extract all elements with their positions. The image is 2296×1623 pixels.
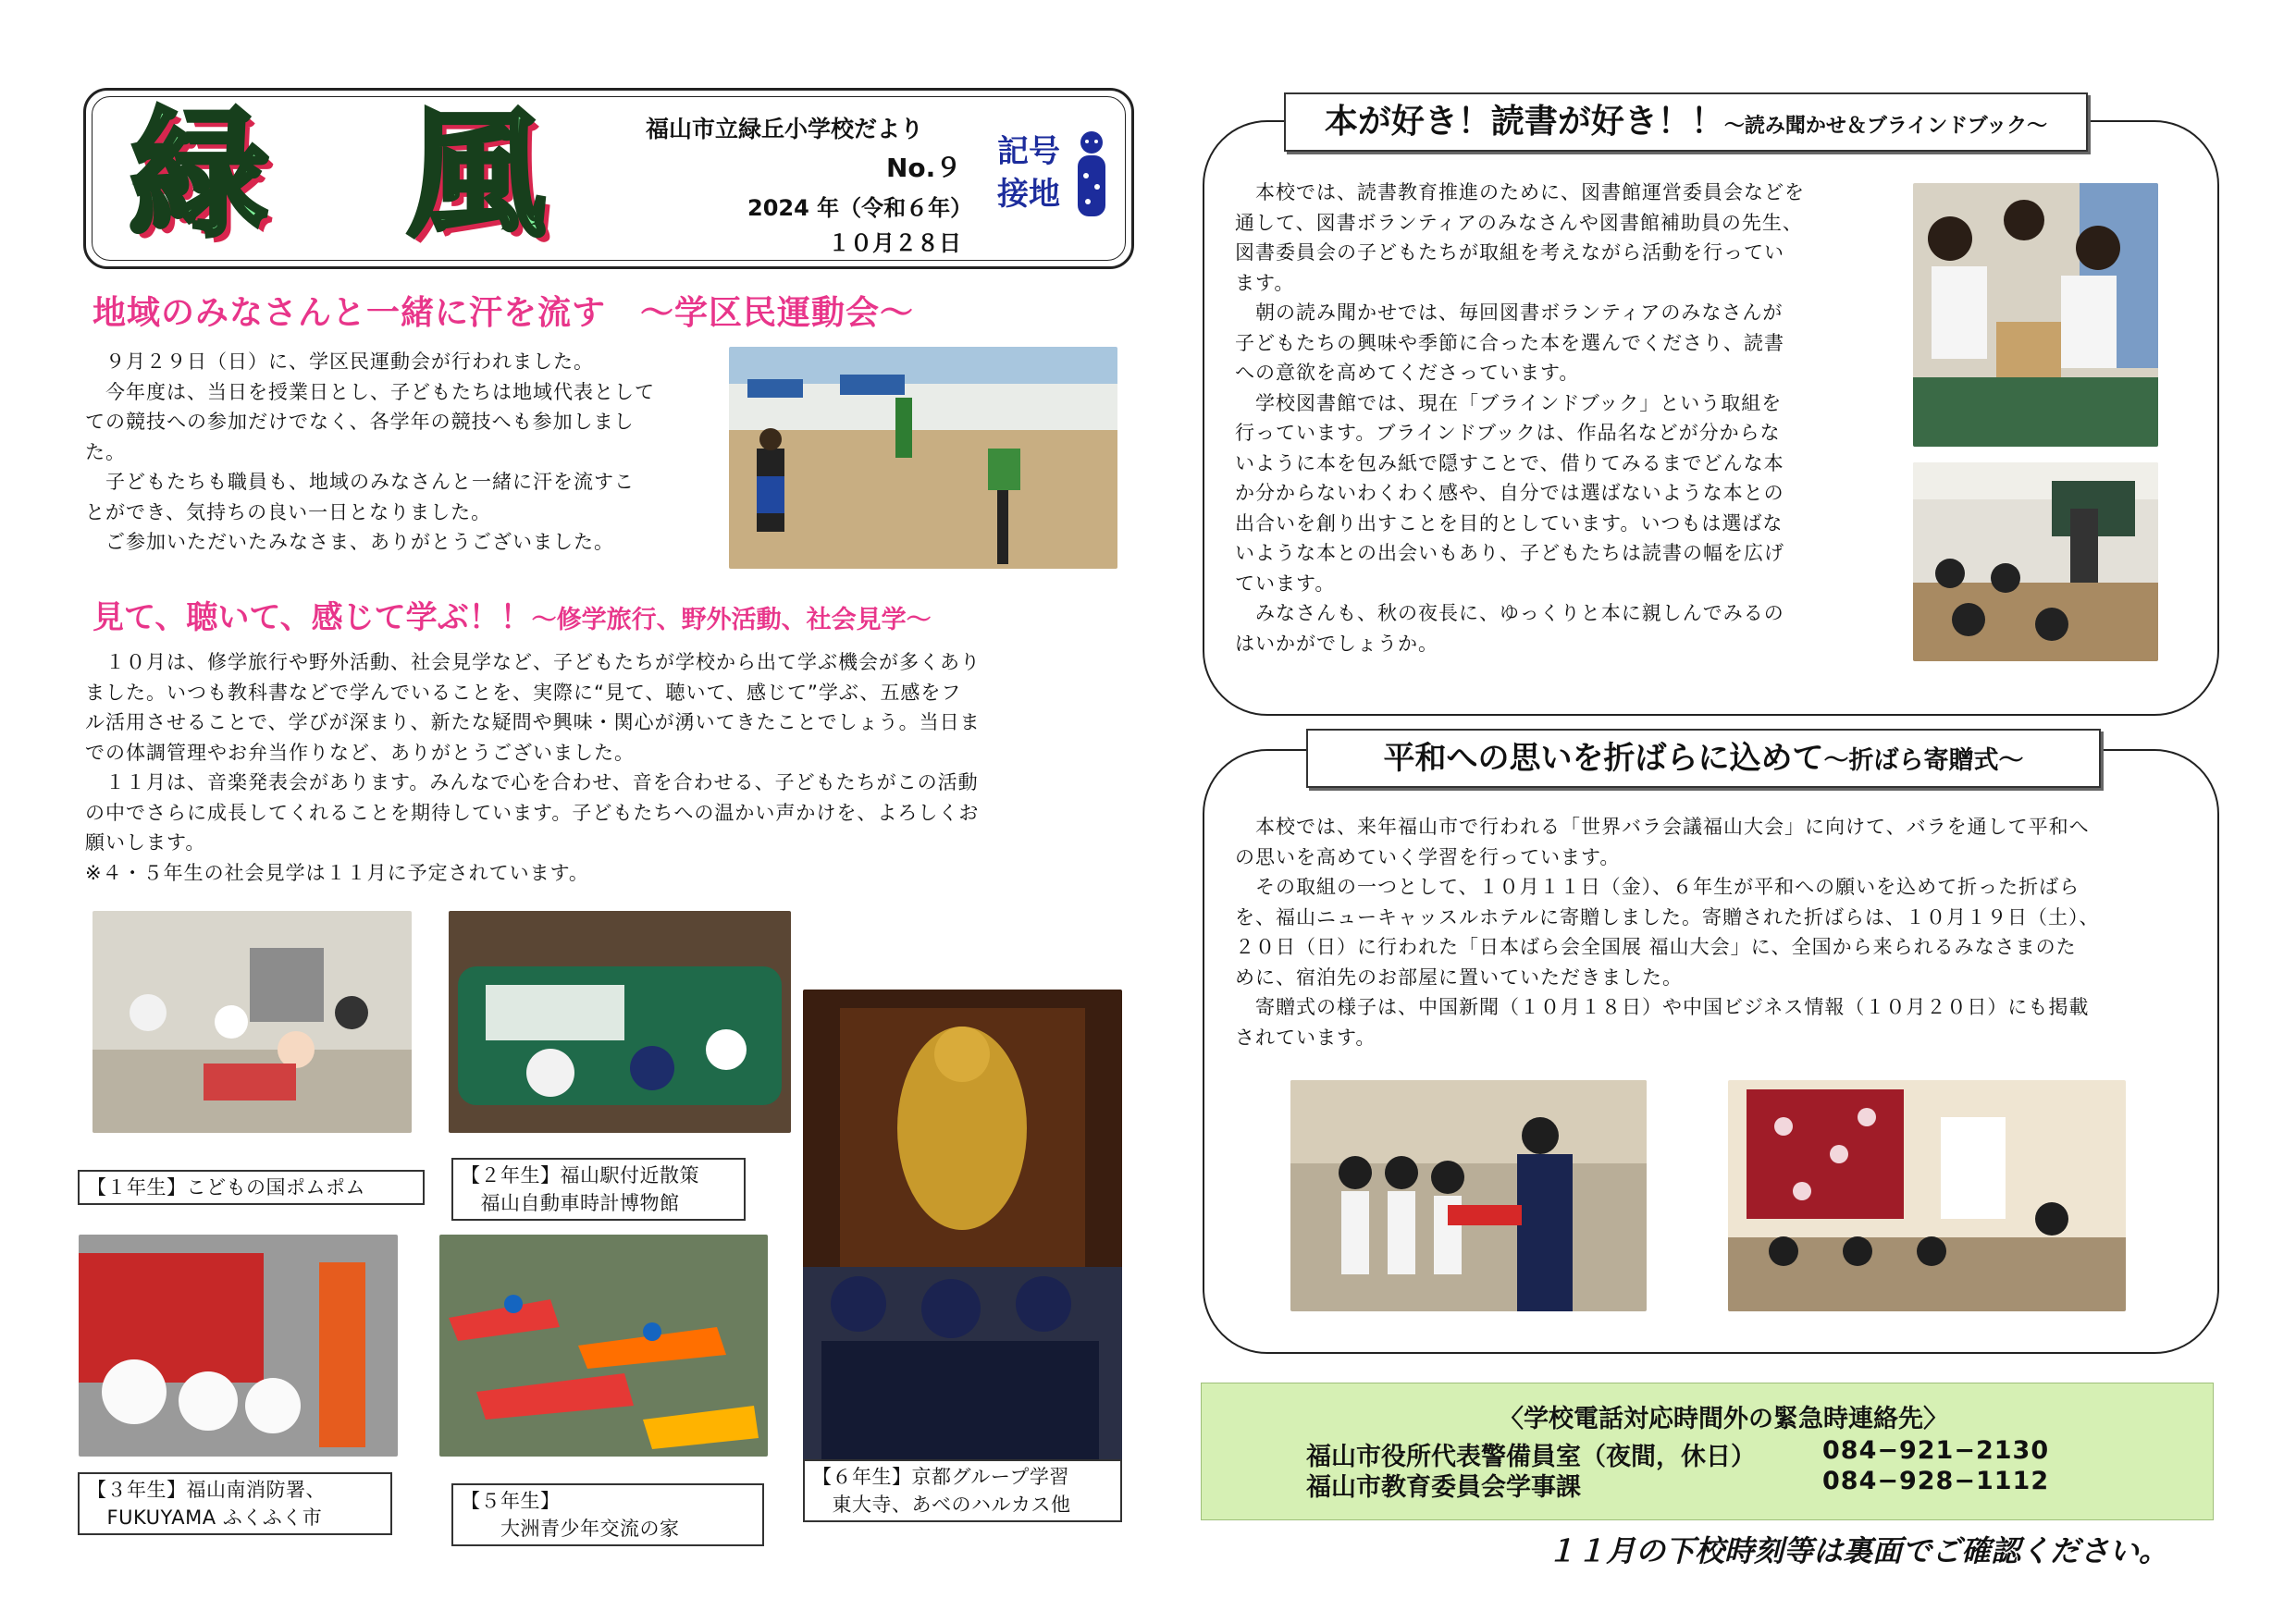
issue-year: 2024 年（令和６年） xyxy=(747,195,973,221)
trips-paragraph: での体調管理やお弁当作りなど、ありがとうございました。 xyxy=(85,741,635,764)
peace-paragraph: を、福山ニューキャッスルホテルに寄贈しました。寄贈された折ばらは、１０月１９日（土）、 xyxy=(1235,905,2100,928)
sports-text xyxy=(85,347,733,558)
reading-paragraph: か分からないわくわく感や、自分では選ばないような本との xyxy=(1235,482,1784,504)
photo-grade6 xyxy=(803,990,1122,1466)
trips-paragraph: １０月は、修学旅行や野外活動、社会見学など、子どもたちが学校から出て学ぶ機会が多くあり xyxy=(85,651,981,673)
sports-heading: 地域のみなさんと一緒に汗を流す ～学区民運動会～ xyxy=(93,293,915,332)
stamp-line-1: 記号 xyxy=(997,133,1060,170)
photo-library-blind-book xyxy=(1913,183,2158,447)
reading-title-sub: ～読み聞かせ＆ブラインドブック～ xyxy=(1723,115,2048,138)
photo-donation-ceremony xyxy=(1290,1080,1647,1311)
trips-heading-main: 見て、聴いて、感じて学ぶ！！ xyxy=(93,599,532,636)
stamp-badge xyxy=(997,129,1108,222)
contact-row-1 xyxy=(1306,1436,2194,1469)
reading-paragraph: 通して、図書ボランティアのみなさんや図書館補助員の先生、 xyxy=(1235,211,1803,234)
peace-paragraph: の思いを高めていく学習を行っています。 xyxy=(1235,845,1621,868)
reading-paragraph: 学校図書館では、現在「ブラインドブック」という取組を xyxy=(1235,391,1783,414)
logo-title: 緑 風 xyxy=(130,95,547,256)
reading-paragraph: 図書委員会の子どもたちが取組を考えながら活動を行ってい xyxy=(1235,241,1784,264)
sports-paragraph: ご参加いただいたみなさま、ありがとうございました。 xyxy=(85,531,614,553)
contact-label-2: 福山市教育委員会学事課 xyxy=(1306,1473,1581,1502)
trips-text xyxy=(85,647,1121,888)
issue-number: No.９ xyxy=(886,153,962,183)
peace-paragraph: ２０日（日）に行われた「日本ばら会全国展 福山大会」に、全国から来られるみなさまのた xyxy=(1235,936,2077,958)
sports-paragraph: た。 xyxy=(85,440,126,463)
trips-paragraph: ル活用させることで、学びが深まり、新たな疑問や興味・関心が湧いてきたことでしょう。当日ま xyxy=(85,711,981,733)
contact-title: 〈学校電話対応時間外の緊急時連絡先〉 xyxy=(1499,1405,1948,1433)
school-name: 福山市立緑丘小学校だより xyxy=(646,116,924,142)
mascot-icon xyxy=(1073,129,1110,222)
trips-heading xyxy=(93,592,932,637)
contact-row-2 xyxy=(1306,1467,2194,1500)
reading-paragraph: 本校では、読書教育推進のために、図書館運営委員会などを xyxy=(1235,181,1805,203)
trips-paragraph: ました。いつも教科書などで学んでいることを、実際に“見て、聴いて、感じて”学ぶ、五感をフ xyxy=(85,681,962,704)
issue-date: １０月２８日 xyxy=(828,230,961,256)
trips-paragraph: ※４・５年生の社会見学は１１月に予定されています。 xyxy=(85,861,589,884)
photo-reading-aloud xyxy=(1913,462,2158,661)
reading-paragraph: 出合いを創り出すことを目的としています。いつもは選ばな xyxy=(1235,511,1784,535)
photo-grade3 xyxy=(79,1235,398,1457)
contact-phone-2[interactable]: 084−928−1112 xyxy=(1822,1467,2050,1495)
trips-paragraph: の中でさらに成長してくれることを期待しています。子どもたちへの温かい声かけを、よろしくお xyxy=(85,801,980,824)
reading-paragraph: いような本との出会いもあり、子どもたちは読書の幅を広げ xyxy=(1235,542,1784,564)
stamp-line-2: 接地 xyxy=(997,176,1060,213)
sports-paragraph: 今年度は、当日を授業日とし、子どもたちは地域代表として xyxy=(85,380,655,403)
contact-phone-1[interactable]: 084−921−2130 xyxy=(1822,1436,2050,1465)
caption-grade2: 【２年生】福山駅付近散策 福山自動車時計博物館 xyxy=(451,1158,746,1221)
reading-paragraph: ています。 xyxy=(1235,572,1336,595)
peace-title xyxy=(1306,729,2101,788)
footer-note: １１月の下校時刻等は裏面でご確認ください。 xyxy=(1547,1533,2169,1568)
sports-paragraph: とができ、気持ちの良い一日となりました。 xyxy=(85,500,492,523)
photo-rose-display xyxy=(1728,1080,2126,1311)
photo-sports-day xyxy=(729,347,1117,569)
caption-grade1: 【１年生】こどもの国ポムポム xyxy=(78,1170,425,1205)
photo-grade5 xyxy=(439,1235,768,1457)
reading-paragraph: いように本を包み紙で隠すことで、借りてみるまでどんな本 xyxy=(1235,451,1784,474)
reading-text xyxy=(1235,178,1873,658)
peace-text xyxy=(1235,812,2188,1052)
reading-paragraph: 行っています。ブラインドブックは、作品名などが分からな xyxy=(1235,422,1781,444)
reading-paragraph: はいかがでしょうか。 xyxy=(1235,632,1438,655)
contact-label-1: 福山市役所代表警備員室（夜間，休日） xyxy=(1306,1443,1756,1471)
peace-paragraph: めに、宿泊先のお部屋に置いていただきました。 xyxy=(1235,965,1683,989)
trips-paragraph: 願いします。 xyxy=(85,831,206,854)
peace-title-main: 平和への思いを折ばらに込めて xyxy=(1383,740,1824,777)
peace-paragraph: その取組の一つとして、１０月１１日（金）、６年生が平和への願いを込めて折った折ばら xyxy=(1235,876,2080,898)
peace-paragraph: 本校では、来年福山市で行われる「世界バラ会議福山大会」に向けて、バラを通して平和へ xyxy=(1235,816,2090,838)
reading-paragraph: 朝の読み聞かせでは、毎回図書ボランティアのみなさんが xyxy=(1235,301,1784,324)
caption-grade5: 【５年生】 大洲青少年交流の家 xyxy=(451,1483,764,1546)
caption-grade3: 【３年生】福山南消防署、 FUKUYAMA ふくふく市 xyxy=(78,1472,392,1535)
peace-paragraph: されています。 xyxy=(1235,1026,1376,1049)
reading-paragraph: 子どもたちの興味や季節に合った本を選んでくださり、読書 xyxy=(1235,331,1784,354)
sports-paragraph: 子どもたちも職員も、地域のみなさんと一緒に汗を流すこ xyxy=(85,471,635,493)
reading-paragraph: みなさんも、秋の夜長に、ゆっくりと本に親しんでみるの xyxy=(1235,602,1784,624)
reading-title-main: 本が好き！読書が好き！！ xyxy=(1324,103,1724,141)
sports-paragraph: ９月２９日（日）に、学区民運動会が行われました。 xyxy=(85,350,594,373)
reading-paragraph: への意欲を高めてくださっています。 xyxy=(1235,362,1580,384)
photo-grade2 xyxy=(449,911,791,1133)
trips-heading-sub: ～修学旅行、野外活動、社会見学～ xyxy=(531,606,932,634)
photo-grade1 xyxy=(93,911,412,1133)
reading-title xyxy=(1284,92,2088,152)
reading-paragraph: ます。 xyxy=(1235,271,1295,294)
peace-paragraph: 寄贈式の様子は、中国新聞（１０月１８日）や中国ビジネス情報（１０月２０日）にも掲載 xyxy=(1235,996,2090,1018)
trips-paragraph: １１月は、音楽発表会があります。みんなで心を合わせ、音を合わせる、子どもたちがこの活動 xyxy=(85,771,979,793)
caption-grade6: 【６年生】京都グループ学習 東大寺、あべのハルカス他 xyxy=(803,1459,1122,1522)
sports-paragraph: ての競技への参加だけでなく、各学年の競技へも参加しまし xyxy=(85,411,635,433)
peace-title-sub: ～折ばら寄贈式～ xyxy=(1823,746,2024,775)
